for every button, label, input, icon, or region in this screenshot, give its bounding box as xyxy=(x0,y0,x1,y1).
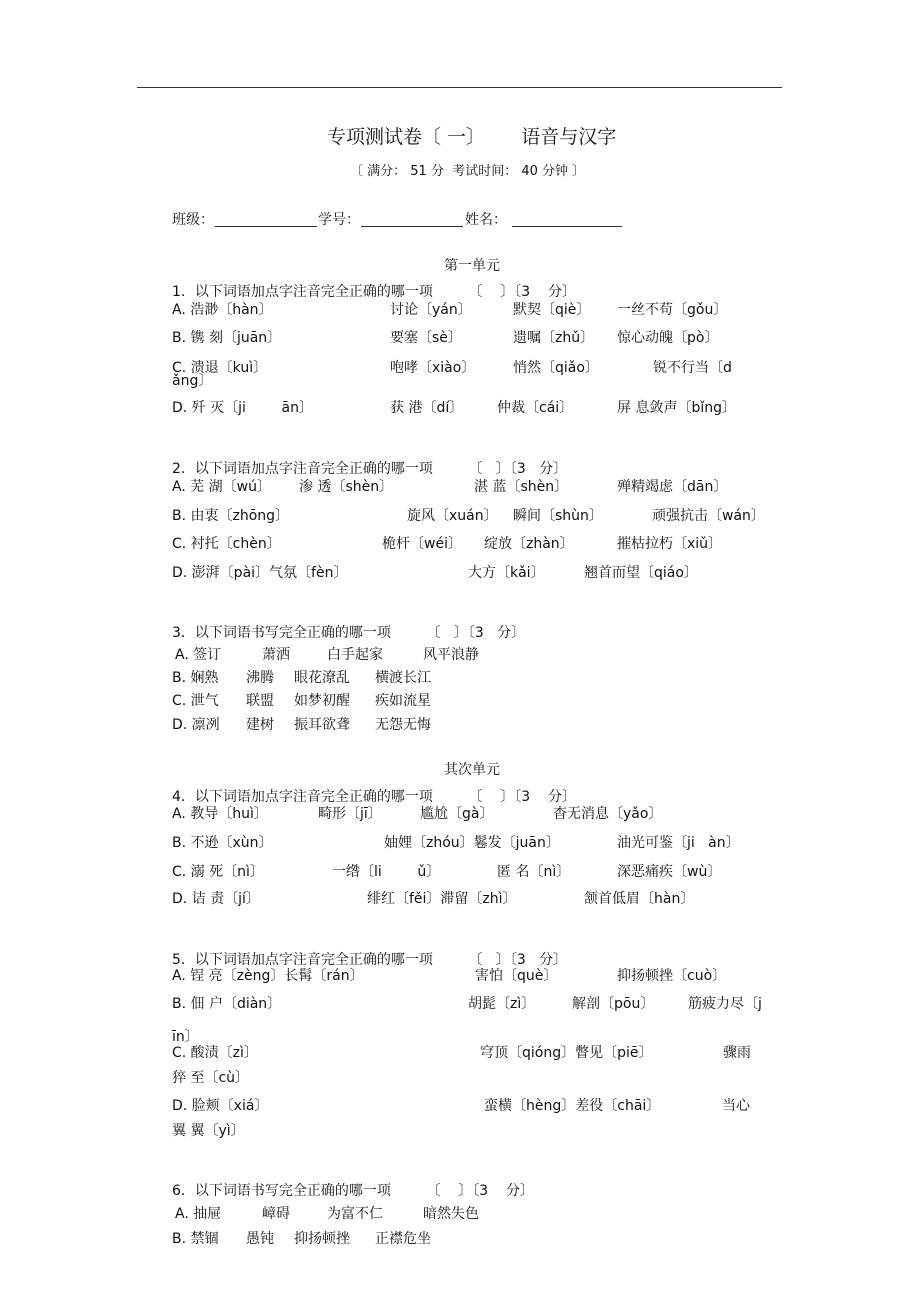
option-item: 如梦初醒 xyxy=(294,693,350,709)
page-title: 专项测试卷〔 一〕 语音与汉字 xyxy=(327,126,617,148)
option-item: 当心 xyxy=(722,1098,750,1114)
option-item: 深恶痛疾〔wù〕 xyxy=(617,864,722,880)
option-item: 抑扬顿挫〔cuò〕 xyxy=(617,968,727,984)
option-item: 正襟危坐 xyxy=(375,1231,431,1247)
option-item: 仲裁〔cái〕 xyxy=(497,400,574,416)
option-item: 颔首低眉〔hàn〕 xyxy=(584,891,695,907)
option-item: 屏 息敛声〔bǐng〕 xyxy=(617,400,736,416)
option-item-wrap: 猝 至〔cù〕 xyxy=(172,1070,250,1086)
option-c: C. 泄气 xyxy=(172,693,219,709)
option-item: 咆哮〔xiào〕 xyxy=(390,360,476,376)
option-item: 大方〔kǎi〕 xyxy=(468,565,545,581)
option-item: 骤雨 xyxy=(723,1045,751,1061)
option-item: 一丝不苟〔gǒu〕 xyxy=(617,302,728,318)
option-d: D. 凛冽 xyxy=(172,717,220,733)
option-a: A. 签订 xyxy=(175,647,222,663)
question-stem: 4．以下词语加点字注音完全正确的哪一项 〔 〕〔3 分〕 xyxy=(172,789,577,805)
option-item-wrap: īn〕 xyxy=(172,1029,199,1045)
option-item: 抑扬顿挫 xyxy=(294,1231,350,1247)
option-item: 尴尬〔gà〕 xyxy=(420,806,494,822)
class-label: 班级： xyxy=(172,212,214,228)
option-item: 瞬间〔shùn〕 xyxy=(513,508,603,524)
option-b: B. 由衷〔zhōng〕 xyxy=(172,508,290,524)
option-item: 愚钝 xyxy=(246,1231,274,1247)
option-item: 联盟 xyxy=(246,693,274,709)
option-a: A. 抽屉 xyxy=(175,1206,222,1222)
option-item: 疾如流星 xyxy=(375,693,431,709)
option-c: C. 酸渍〔zì〕 xyxy=(172,1045,258,1061)
option-item: 嶂碍 xyxy=(262,1206,290,1222)
option-item: 悄然〔qiǎo〕 xyxy=(513,360,599,376)
option-item: 湛 蓝〔shèn〕 xyxy=(474,479,569,495)
option-a: A. 浩渺〔hàn〕 xyxy=(172,302,273,318)
option-c: C. 溃退〔kuì〕 xyxy=(172,360,268,376)
option-item: 筋疲力尽〔j xyxy=(688,996,762,1012)
option-item: 匿 名〔nì〕 xyxy=(497,864,571,880)
option-item: 解剖〔pōu〕 xyxy=(572,996,655,1012)
option-item: 沸腾 xyxy=(246,670,274,686)
option-item: 畸形〔jī〕 xyxy=(318,806,382,822)
option-item: 无怨无悔 xyxy=(375,717,431,733)
option-item: 振耳欲聋 xyxy=(294,717,350,733)
name-blank xyxy=(512,226,622,227)
option-item: 萧洒 xyxy=(262,647,290,663)
unit-heading: 其次单元 xyxy=(444,762,500,778)
unit-heading: 第一单元 xyxy=(444,258,500,274)
option-b: B. 佃 户〔diàn〕 xyxy=(172,996,282,1012)
question-stem: 3．以下词语书写完全正确的哪一项 〔 〕〔3 分〕 xyxy=(172,625,526,641)
option-a: A. 教导〔huì〕 xyxy=(172,806,268,822)
option-item: 旋风〔xuán〕 xyxy=(407,508,498,524)
option-item: 油光可鉴〔ji àn〕 xyxy=(617,835,740,851)
option-item: 殚精竭虑〔dān〕 xyxy=(617,479,728,495)
option-item: 为富不仁 xyxy=(327,1206,383,1222)
option-b: B. 娴熟 xyxy=(172,670,219,686)
option-item: 白手起家 xyxy=(327,647,383,663)
option-item: 胡髭〔zì〕 xyxy=(468,996,536,1012)
top-rule xyxy=(137,87,782,88)
question-stem: 2．以下词语加点字注音完全正确的哪一项 〔 〕〔3 分〕 xyxy=(172,461,568,477)
option-item: 讨论〔yán〕 xyxy=(390,302,472,318)
option-item: 渗 透〔shèn〕 xyxy=(299,479,394,495)
option-item-wrap: ǎng〕 xyxy=(172,373,213,389)
exam-info: 〔 满分： 51 分 考试时间： 40 分钟 〕 xyxy=(350,164,586,179)
option-item: 杳无消息〔yǎo〕 xyxy=(553,806,663,822)
option-item: 暗然失色 xyxy=(423,1206,479,1222)
option-item: 绽放〔zhàn〕 xyxy=(484,536,574,552)
option-item: 要塞〔sè〕 xyxy=(390,330,462,346)
question-stem: 6．以下词语书写完全正确的哪一项 〔 〕〔3 分〕 xyxy=(172,1183,535,1199)
number-label: 学号： xyxy=(318,212,360,228)
option-item: 眼花潦乱 xyxy=(294,670,350,686)
number-blank xyxy=(361,226,463,227)
option-item: 摧枯拉朽〔xiǔ〕 xyxy=(617,536,723,552)
question-stem: 5．以下词语加点字注音完全正确的哪一项 〔 〕〔3 分〕 xyxy=(172,952,568,968)
option-b: B. 镌 刻〔juān〕 xyxy=(172,330,282,346)
question-stem: 1．以下词语加点字注音完全正确的哪一项 〔 〕〔3 分〕 xyxy=(172,284,577,300)
option-item: 一绺〔li ǔ〕 xyxy=(332,864,441,880)
option-item: 绯红〔fěi〕滞留〔zhì〕 xyxy=(367,891,517,907)
option-item: 顽强抗击〔wán〕 xyxy=(652,508,765,524)
option-item: 获 港〔dí〕 xyxy=(390,400,464,416)
option-item: 桅杆〔wéi〕 xyxy=(382,536,462,552)
option-d: D. 脸颊〔xiá〕 xyxy=(172,1098,269,1114)
option-item: 惊心动魄〔pò〕 xyxy=(617,330,719,346)
option-b: B. 不逊〔xùn〕 xyxy=(172,835,273,851)
option-item: 建树 xyxy=(246,717,274,733)
option-b: B. 禁锢 xyxy=(172,1231,219,1247)
class-blank xyxy=(215,226,317,227)
option-item: 翘首而望〔qiáo〕 xyxy=(584,565,698,581)
option-item: 妯娌〔zhóu〕鬈发〔juān〕 xyxy=(384,835,560,851)
option-a: A. 芜 湖〔wú〕 xyxy=(172,479,272,495)
option-d: D. 澎湃〔pài〕气氛〔fèn〕 xyxy=(172,565,348,581)
option-item: 默契〔qiè〕 xyxy=(513,302,591,318)
option-item: 害怕〔què〕 xyxy=(475,968,558,984)
name-label: 姓名： xyxy=(465,212,507,228)
option-c: C. 溺 死〔nì〕 xyxy=(172,864,264,880)
option-a: A. 锃 亮〔zèng〕长髯〔rán〕 xyxy=(172,968,364,984)
option-item: 锐不行当〔d xyxy=(653,360,732,376)
option-item: 穹顶〔qióng〕瞥见〔piē〕 xyxy=(480,1045,653,1061)
option-c: C. 衬托〔chèn〕 xyxy=(172,536,281,552)
option-item-wrap: 翼 翼〔yì〕 xyxy=(172,1123,245,1139)
option-item: 蛮横〔hèng〕差役〔chāi〕 xyxy=(484,1098,661,1114)
option-item: 风平浪静 xyxy=(423,647,479,663)
option-d: D. 歼 灭〔ji ān〕 xyxy=(172,400,313,416)
option-item: 横渡长江 xyxy=(375,670,431,686)
option-item: 遗嘱〔zhǔ〕 xyxy=(513,330,595,346)
option-d: D. 诘 责〔jí〕 xyxy=(172,891,260,907)
